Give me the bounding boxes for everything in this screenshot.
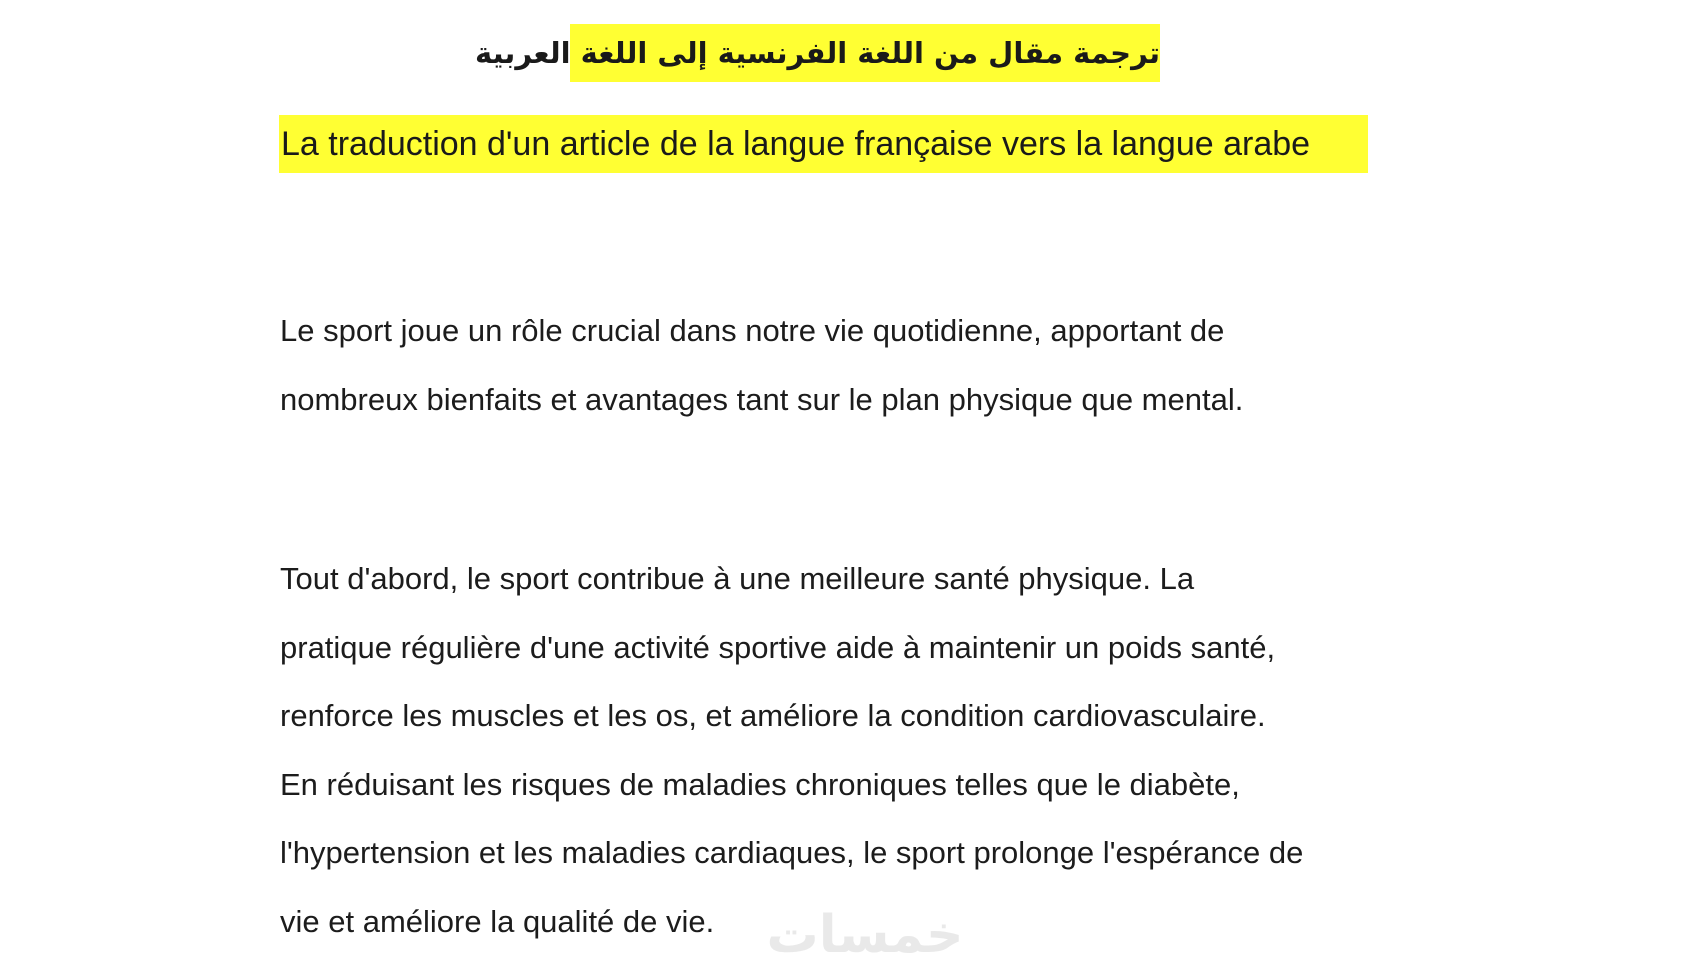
arabic-title: ترجمة مقال من اللغة الفرنسية إلى اللغة العربية [570,24,1160,82]
paragraph-line: En réduisant les risques de maladies chroniques telles que le diabète, [280,766,1240,802]
paragraph-line: Le sport joue un rôle crucial dans notre vie quotidienne, apportant de [280,313,1225,348]
paragraph-line: renforce les muscles et les os, et améliore la condition cardiovasculaire. [280,698,1266,734]
paragraph-line: nombreux bienfaits et avantages tant sur le plan physique que mental. [280,381,1244,417]
watermark-logo: خمسات [766,905,964,965]
french-title: La traduction d'un article de la langue française vers la langue arabe [279,115,1368,173]
paragraph-line: l'hypertension et les maladies cardiaques, le sport prolonge l'espérance de [280,835,1304,871]
paragraph-1 [280,297,1460,434]
paragraph-2 [280,545,1460,957]
paragraph-line: vie et améliore la qualité de vie. [280,903,715,939]
paragraph-line: Tout d'abord, le sport contribue à une meilleure santé physique. La [280,561,1195,596]
paragraph-line: pratique régulière d'une activité sportive aide à maintenir un poids santé, [280,629,1276,665]
